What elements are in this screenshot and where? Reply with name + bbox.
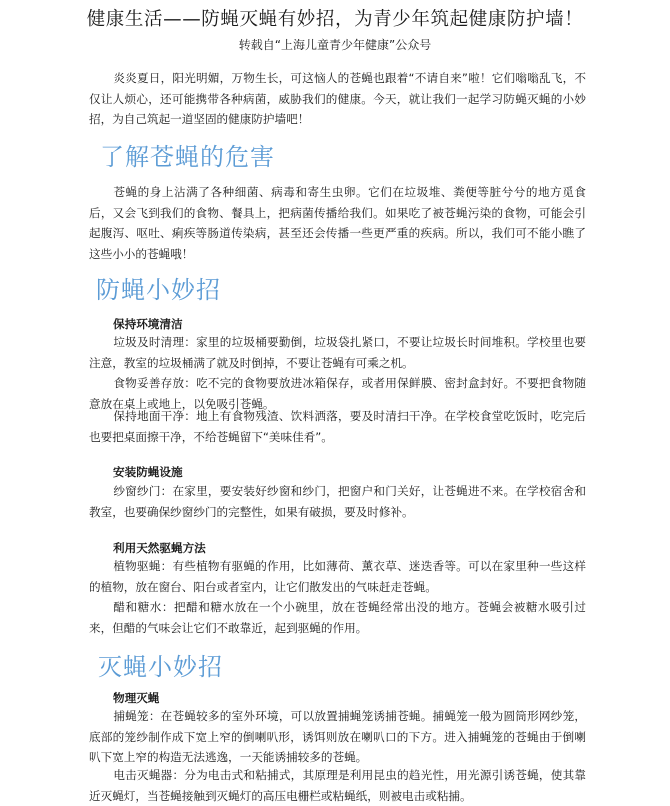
section-title-hazards: 了解苍蝇的危害 (100, 143, 275, 171)
paragraph-screens: 纱窗纱门：在家里，要安装好纱窗和纱门，把窗户和门关好，让苍蝇进不来。在学校宿舍和教室，也要确保纱窗纱门的完整性，如果有破损，要及时修补。 (89, 484, 586, 519)
subheading-screens: 安装防蝇设施 (113, 465, 183, 479)
intro-paragraph: 炎炎夏日，阳光明媚，万物生长，可这恼人的苍蝇也跟着“不请自来”啦！它们嗡嗡乱飞，不仅让人烦心，还可能携带各种病菌，威胁我们的健康。今天，就让我们一起学习防蝇灭蝇的小妙招，为自己筑起一道坚固的健康防护墙吧！ (89, 71, 586, 126)
article-title: 健康生活——防蝇灭蝇有妙招，为青少年筑起健康防护墙！ (86, 9, 584, 30)
section-title-elimination: 灭蝇小妙招 (98, 653, 223, 681)
subheading-clean-environment: 保持环境清洁 (113, 317, 183, 331)
paragraph-plants: 植物驱蝇：有些植物有驱蝇的作用，比如薄荷、薰衣草、迷迭香等。可以在家里种一些这样的植物，放在窗台、阳台或者室内，让它们散发出的气味赶走苍蝇。 (89, 559, 586, 594)
paragraph-garbage: 垃圾及时清理：家里的垃圾桶要勤倒，垃圾袋扎紧口，不要让垃圾长时间堆积。学校里也要注意，教室的垃圾桶满了就及时倒掉，不要让苍蝇有可乘之机。 (89, 335, 586, 370)
hazards-paragraph: 苍蝇的身上沾满了各种细菌、病毒和寄生虫卵。它们在垃圾堆、粪便等脏兮兮的地方觅食后，又会飞到我们的食物、餐具上，把病菌传播给我们。如果吃了被苍蝇污染的食物，可能会引起腹泻、呕吐、痢疾等肠道传染病，甚至还会传播一些更严重的疾病。所以，我们可不能小瞧了这些小小的苍蝇哦！ (89, 185, 586, 261)
subheading-physical: 物理灭蝇 (113, 691, 160, 705)
paragraph-electric-trap: 电击灭蝇器：分为电击式和粘捕式，其原理是利用昆虫的趋光性，用光源引诱苍蝇，使其靠近灭蝇灯，当苍蝇接触到灭蝇灯的高压电栅栏或粘蝇纸，则被电击或粘捕。 (89, 768, 586, 803)
paragraph-vinegar: 醋和糖水：把醋和糖水放在一个小碗里，放在苍蝇经常出没的地方。苍蝇会被糖水吸引过来，但醋的气味会让它们不敢靠近，起到驱蝇的作用。 (89, 600, 586, 635)
paragraph-food-storage: 食物妥善存放：吃不完的食物要放进冰箱保存，或者用保鲜膜、密封盒封好。不要把食物随意放在桌上或地上，以免吸引苍蝇。 (89, 376, 586, 411)
paragraph-fly-cage: 捕蝇笼：在苍蝇较多的室外环境，可以放置捕蝇笼诱捕苍蝇。捕蝇笼一般为圆筒形网纱笼，底部的笼纱制作成下宽上窄的倒喇叭形，诱饵则放在喇叭口的下方。进入捕蝇笼的苍蝇由于倒喇叭下宽上窄的构造无法逃逸，一天能诱捕较多的苍蝇。 (89, 709, 586, 764)
paragraph-clean-floor: 保持地面干净：地上有食物残渣、饮料洒落，要及时清扫干净。在学校食堂吃饭时，吃完后也要把桌面擦干净，不给苍蝇留下“美味佳肴”。 (89, 409, 586, 444)
article-source: 转载自“上海儿童青少年健康”公众号 (238, 38, 432, 52)
subheading-natural-repellent: 利用天然驱蝇方法 (113, 541, 206, 555)
section-title-prevention: 防蝇小妙招 (96, 276, 221, 304)
